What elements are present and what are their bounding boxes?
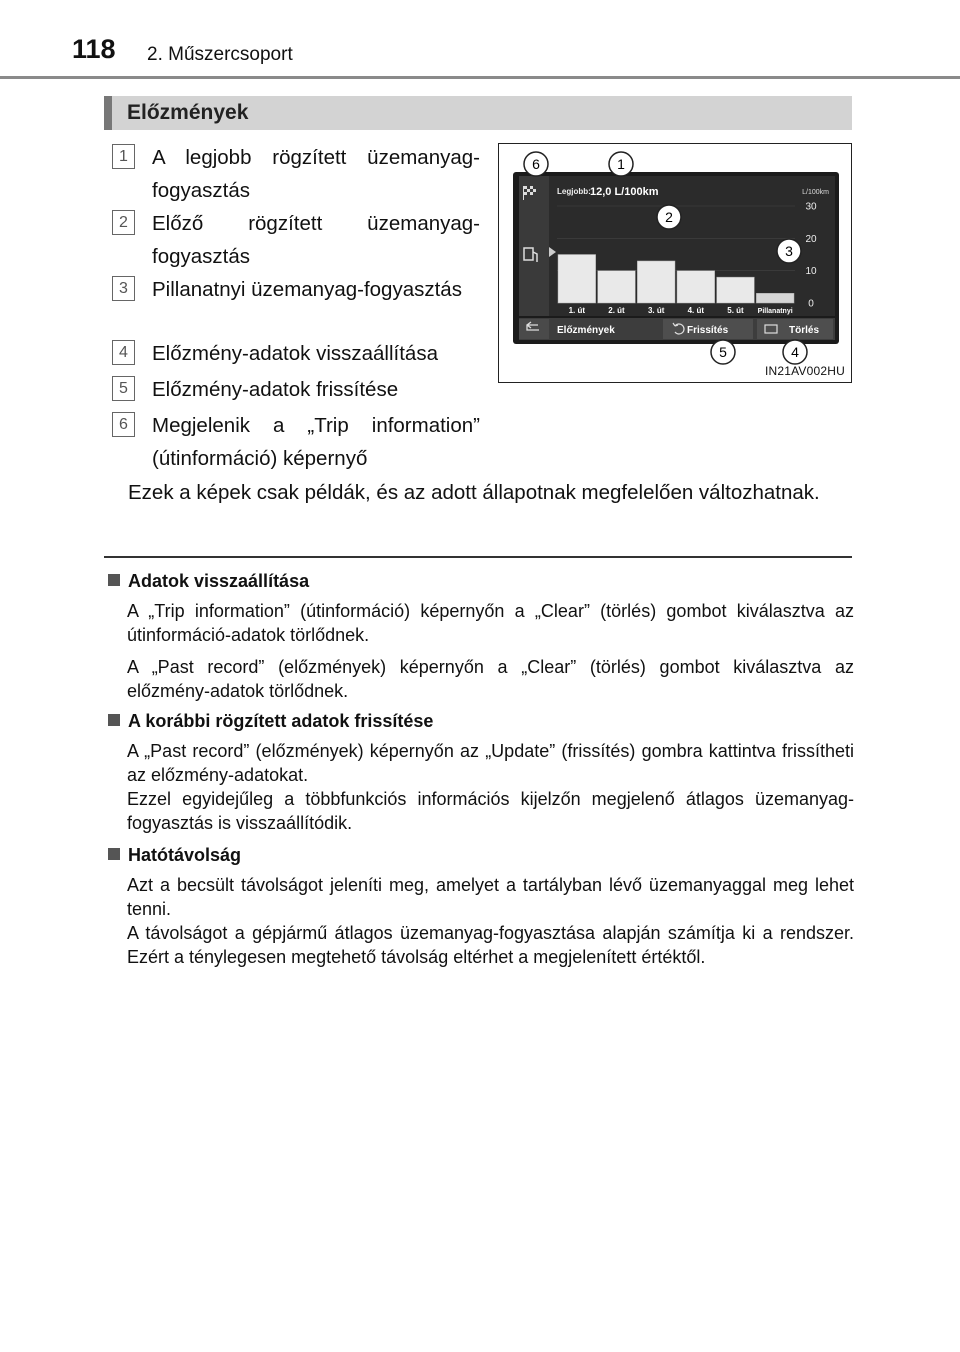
y-tick-label: 20: [805, 233, 817, 245]
unit-label: L/100km: [802, 189, 829, 196]
x-tick-label: 5. út: [727, 306, 744, 315]
item-number: 5: [112, 376, 135, 401]
list-item: [112, 273, 480, 306]
callout-5: [711, 340, 735, 364]
paragraph: Azt a becsült távolságot jeleníti meg, amelyet a tartályban lévő üzemanyaggal meg lehet tenni.: [127, 875, 854, 919]
back-button: [519, 319, 549, 339]
bar: [717, 277, 755, 303]
x-tick-label: 3. út: [647, 306, 665, 315]
item-text: A legjobb rögzített üzemanyag-fogyasztás: [152, 146, 480, 202]
subsection-update: [108, 708, 854, 835]
list-item: [112, 409, 480, 475]
section-divider: [104, 556, 852, 558]
subsection-heading: Hatótávolság: [108, 842, 854, 868]
x-tick-label: 4. út: [687, 306, 705, 315]
screen-svg: [499, 144, 853, 384]
item-number: 2: [112, 210, 135, 235]
list-item: [112, 141, 480, 207]
item-text: Megjelenik a „Trip information” (útinformáció) képernyő: [152, 414, 480, 470]
callout-1: [609, 152, 633, 176]
screen-illustration: [498, 143, 852, 383]
screen-title: Előzmények: [557, 325, 615, 336]
bar: [637, 261, 675, 303]
y-tick-label: 0: [808, 298, 814, 310]
list-item: [112, 207, 480, 273]
best-value: 12,0 L/100km: [590, 186, 659, 198]
callout-2: [657, 205, 681, 229]
best-label: Legjobb:: [557, 187, 591, 196]
callout-label: 2: [665, 209, 673, 225]
x-tick-label: Pillanatnyi: [757, 308, 793, 315]
paragraph: A „Past record” (előzmények) képernyőn az „Update” (frissítés) gombra kattintva frissítheti az előzmény-adatokat.: [127, 741, 854, 785]
bar: [598, 271, 636, 303]
section-title: Előzmények: [127, 101, 249, 124]
bullet-square-icon: [108, 714, 120, 726]
callout-3: [777, 239, 801, 263]
figure-code: IN21AV002HU: [764, 364, 845, 378]
bullet-square-icon: [108, 848, 120, 860]
item-number: 1: [112, 144, 135, 169]
callout-label: 1: [617, 156, 625, 172]
page-number: 118: [72, 34, 116, 64]
bar: [558, 255, 596, 304]
chapter-title: 2. Műszercsoport: [147, 44, 293, 65]
callout-6: [524, 152, 548, 176]
clear-label: Törlés: [789, 325, 820, 336]
callout-label: 4: [791, 344, 799, 360]
item-text: Előzmény-adatok frissítése: [152, 378, 399, 401]
paragraph: A távolságot a gépjármű átlagos üzemanyag-fogyasztása alapján számítja ki a rendszer. Ezért a ténylegesen megtehető távolság eltérhet a megjelenített értéktől.: [127, 923, 854, 967]
callout-label: 3: [785, 243, 793, 259]
x-tick-label: 2. út: [608, 306, 625, 315]
item-number: 3: [112, 276, 135, 301]
update-label: Frissítés: [687, 325, 729, 336]
callout-label: 5: [719, 344, 727, 360]
y-tick-label: 10: [805, 266, 817, 278]
subsection-heading: A korábbi rögzített adatok frissítése: [108, 708, 854, 734]
callout-4: [783, 340, 807, 364]
item-number: 4: [112, 340, 135, 365]
subsection-range: [108, 842, 854, 969]
paragraph: A „Trip information” (útinformáció) képernyőn a „Clear” (törlés) gombot kiválasztva az útinformáció-adatok törlődnek.: [127, 601, 854, 645]
item-text: Pillanatnyi üzemanyag-fogyasztás: [152, 278, 462, 301]
item-text: Előzmény-adatok visszaállítása: [152, 342, 438, 365]
section-heading-bar: [104, 96, 852, 130]
paragraph: Ezzel egyidejűleg a többfunkciós információs kijelzőn megjelenő átlagos üzemanyag-fogyasztás is visszaállítódik.: [127, 789, 854, 833]
section-marker: [104, 96, 112, 130]
x-tick-label: 1. út: [568, 306, 586, 315]
bar: [677, 271, 715, 303]
subsection-heading: Adatok visszaállítása: [108, 568, 854, 594]
bar: [756, 293, 794, 303]
paragraph: A „Past record” (előzmények) képernyőn a „Clear” (törlés) gombot kiválasztva az előzmény-adatok törlődnek.: [127, 657, 854, 701]
header-divider: [0, 76, 960, 79]
callout-label: 6: [532, 156, 540, 172]
subsection-reset: [108, 568, 854, 703]
y-tick-label: 30: [805, 201, 817, 213]
bullet-square-icon: [108, 574, 120, 586]
item-number: 6: [112, 412, 135, 437]
page-header: [0, 0, 960, 80]
note-text: Ezek a képek csak példák, és az adott állapotnak megfelelően változhatnak.: [128, 481, 820, 504]
list-item: [112, 373, 480, 406]
list-item: [112, 337, 480, 370]
item-text: Előző rögzített üzemanyag-fogyasztás: [152, 212, 480, 268]
